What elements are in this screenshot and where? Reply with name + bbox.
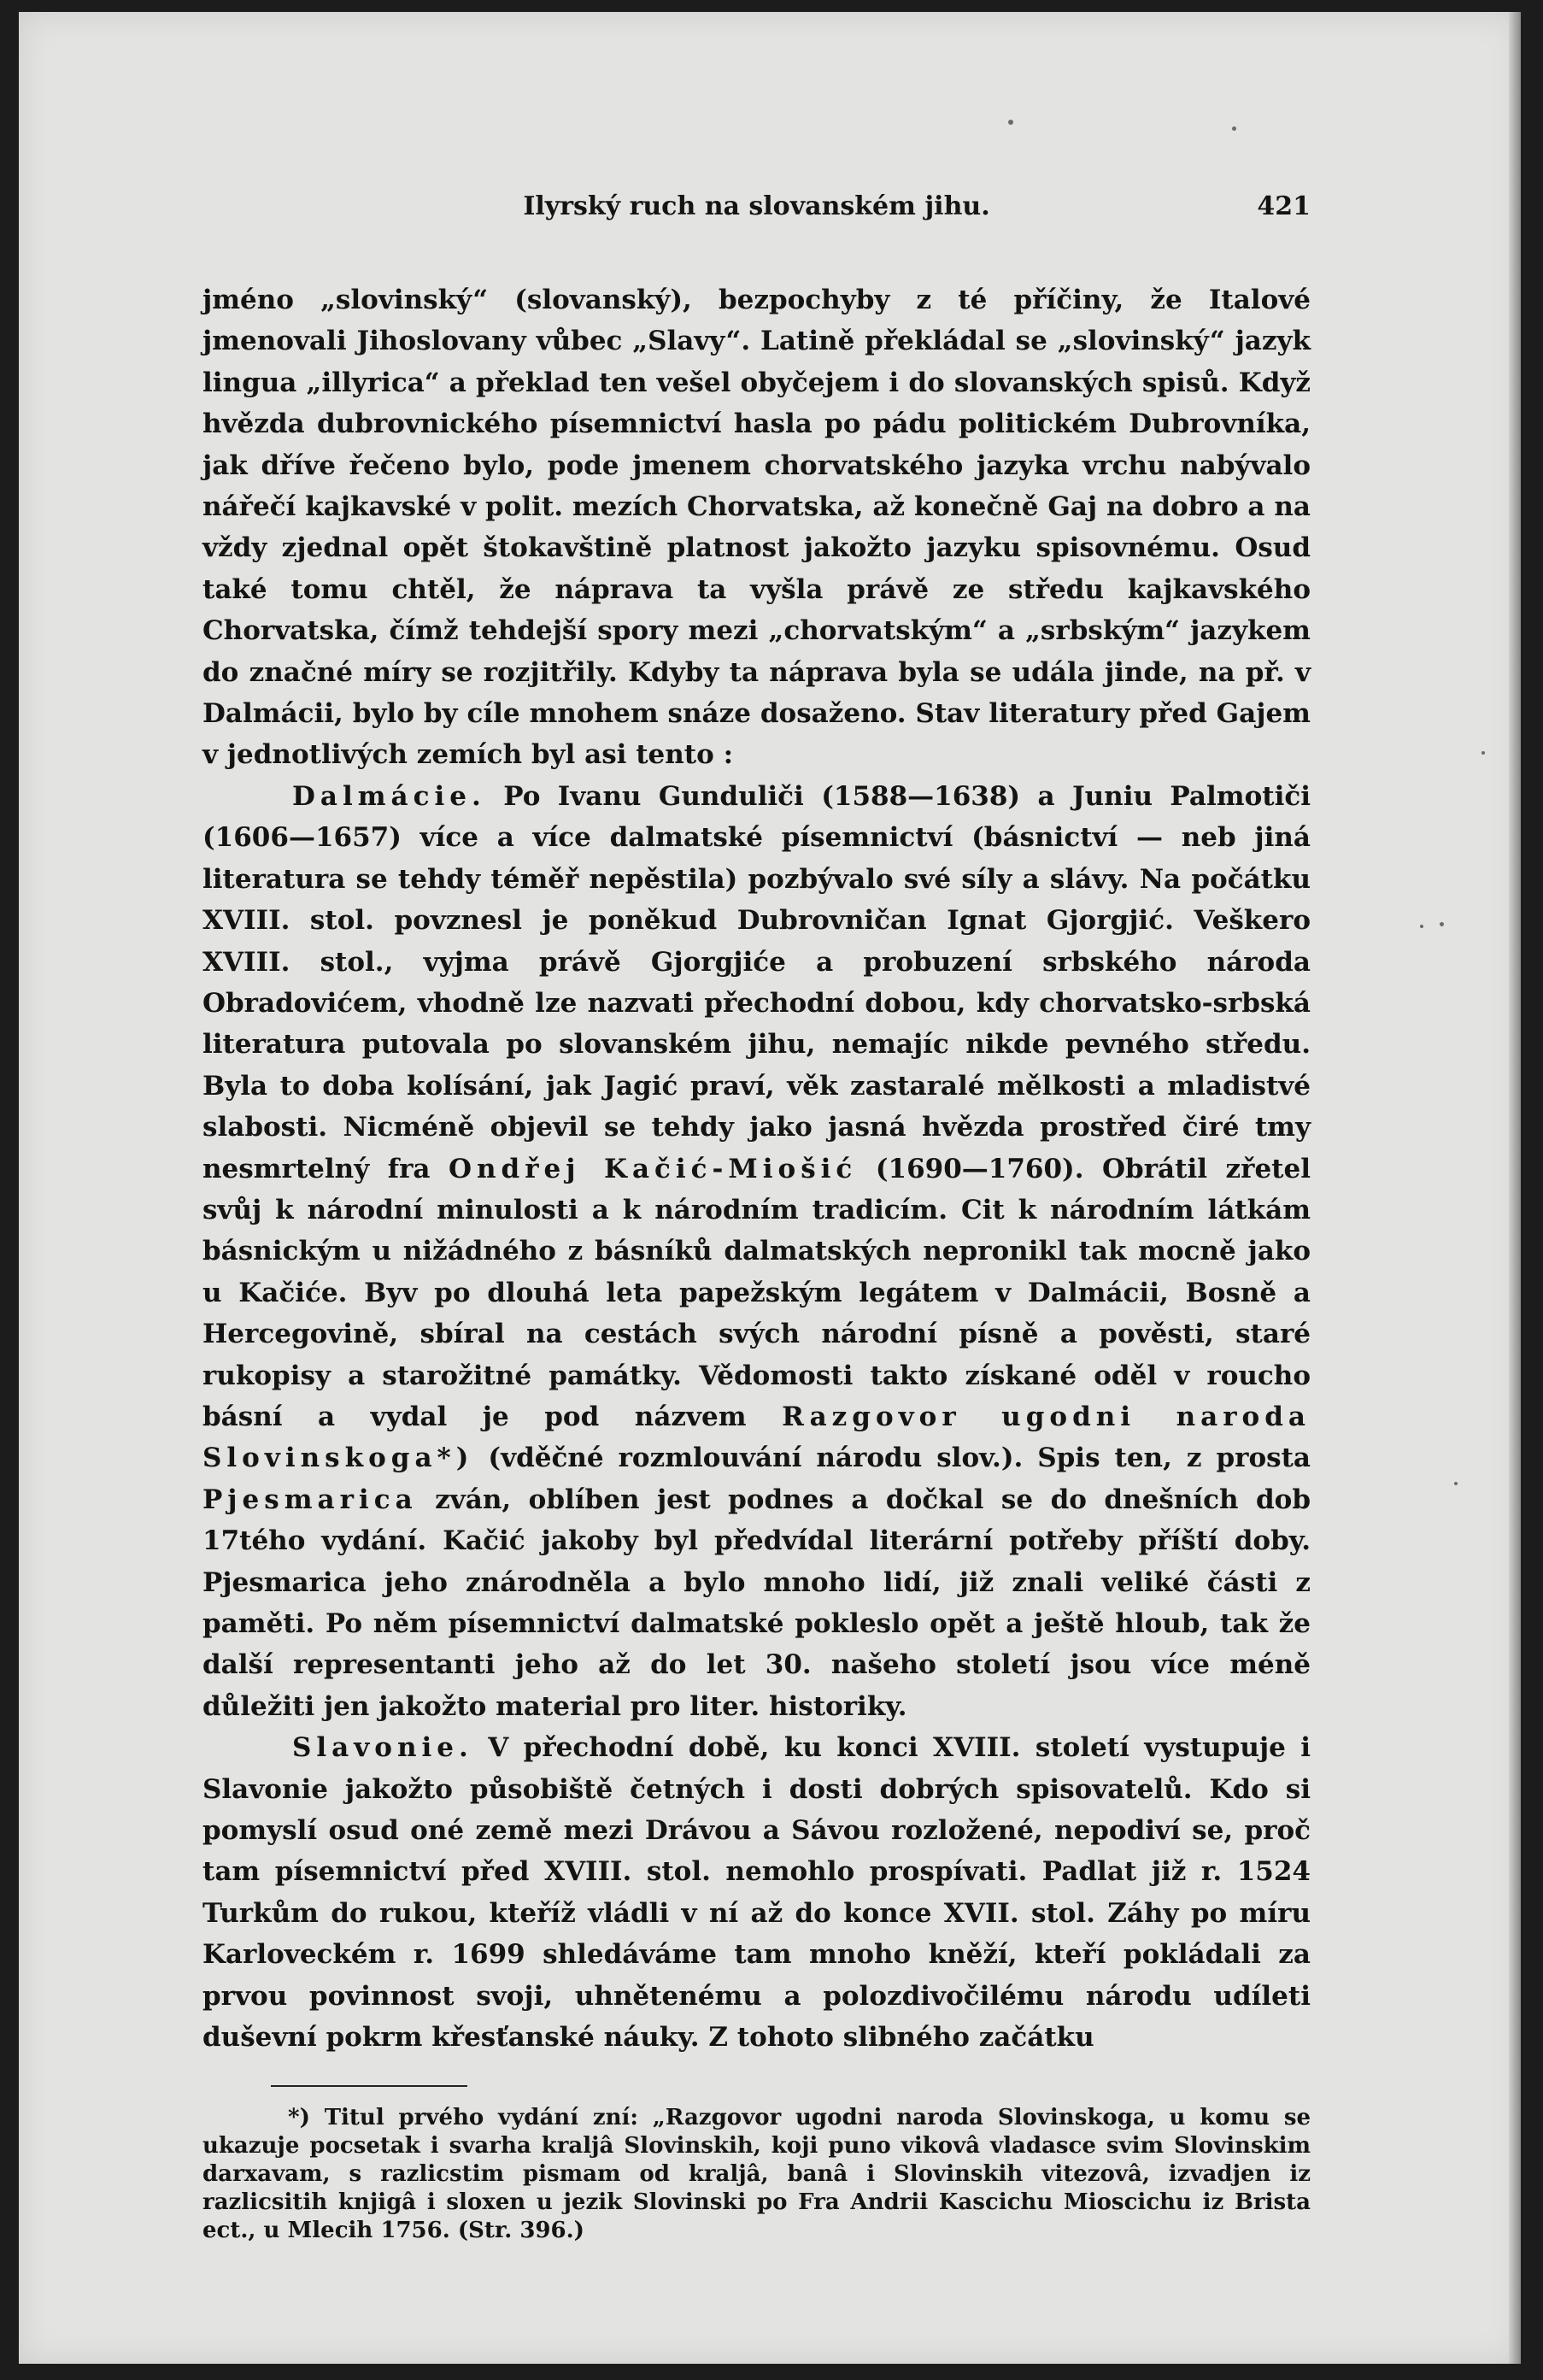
scan-speck (1481, 751, 1485, 755)
body-text (202, 279, 1311, 2058)
page-number: 421 (1257, 191, 1311, 221)
page-edge-shadow (1509, 12, 1521, 2364)
book-title-razgovor: Razgovor ugodni naroda Slovinskoga*) (202, 1401, 1311, 1474)
dalmacie-text-b: (1690—1760). Obrátil zřetel svůj k národní minulosti a k národním tradicím. Cit k národním látkám básnickým u nižádného z básníků dalmatských nepronikl tak mocně jako u Kačiće. Byv po dlouhá leta papežským legátem v Dalmácii, Bosně a Hercegovině, sbíral na cestách svých národní písně a pověsti, staré rukopisy a starožitné památky. Vědomosti takto získané oděl v roucho básní a vydal je pod názvem (202, 1153, 1311, 1432)
scan-speck (1454, 1482, 1458, 1485)
footnote (202, 2104, 1311, 2245)
scanned-page (19, 12, 1521, 2364)
dalmacie-text-d: zván, oblíben jest podnes a dočkal se do dnešních dob 17tého vydání. Kačić jakoby byl předvídal literární potřeby příští doby. Pjesmarica jeho znárodněla a bylo mnoho lidí, již znali veliké části z paměti. Po něm písemnictví dalmatské pokleslo opět a ještě hloub, tak že další representanti jeho až do let 30. našeho století jsou více méně důležiti jen jakožto material pro liter. historiky. (202, 1484, 1311, 1722)
slavonie-text: V přechodní době, ku konci XVIII. století vystupuje i Slavonie jakožto působiště četných i dosti dobrých spisovatelů. Kdo si pomyslí osud oné země mezi Drávou a Sávou rozložené, nepodiví se, proč tam písemnictví před XVIII. stol. nemohlo prospívati. Padlat již r. 1524 Turkům do rukou, kteříž vládli v ní až do konce XVII. stol. Záhy po míru Karloveckém r. 1699 shledáváme tam mnoho kněží, kteří pokládali za prvou povinnost svoji, uhnětenému a polozdivočilému národu udíleti duševní pokrm křesťanské náuky. Z tohoto slibného začátku (202, 1732, 1311, 2054)
paragraph-slavonie (202, 1727, 1311, 2058)
book-title-pjesmarica: Pjesmarica (202, 1484, 418, 1515)
running-head-title: Ilyrský ruch na slovanském jihu. (523, 191, 990, 221)
scan-speck (1232, 126, 1236, 131)
section-label-slavonie: Slavonie. (292, 1732, 473, 1764)
scan-speck (1440, 922, 1444, 926)
footnote-divider (271, 2085, 467, 2087)
paragraph-dalmacie (202, 776, 1311, 1727)
footnote-text: *) Titul prvého vydání zní: „Razgovor ugodni naroda Slovinskoga, u komu se ukazuje pocsetak i svarha kraljâ Slovinskih, koji puno vikovâ vladasce svim Slovinskim darxavam, s razlicstim pismam od kraljâ, banâ i Slovinskih vitezovâ, izvadjen iz razlicsitih knjigâ i sloxen u jezik Slovinski po Fra Andrii Kascichu Mioscichu iz Brista ect., u Mlecih 1756. (Str. 396.) (202, 2105, 1311, 2244)
scan-speck (1420, 925, 1423, 928)
author-name-kacic: Ondřej Kačić-Miošić (449, 1153, 858, 1184)
running-head (202, 191, 1311, 234)
scan-speck (1008, 120, 1013, 125)
paragraph-intro: jméno „slovinský“ (slovanský), bezpochyby z té příčiny, že Italové jmenovali Jihoslovany vůbec „Slavy“. Latině překládal se „slovinský“ jazyk lingua „illyrica“ a překlad ten vešel obyčejem i do slovanských spisů. Když hvězda dubrovnického písemnictví hasla po pádu politickém Dubrovníka, jak dříve řečeno bylo, pode jmenem chorvatského jazyka vrchu nabývalo nářečí kajkavské v polit. mezích Chorvatska, až konečně Gaj na dobro a na vždy zjednal opět štokavštině platnost jakožto jazyku spisovnému. Osud také tomu chtěl, že náprava ta vyšla právě ze středu kajkavského Chorvatska, čímž tehdejší spory mezi „chorvatským“ a „srbským“ jazykem do značné míry se rozjitřily. Kdyby ta náprava byla se udála jinde, na př. v Dalmácii, bylo by cíle mnohem snáze dosaženo. Stav literatury před Gajem v jednotlivých zemích byl asi tento : (202, 285, 1311, 771)
dalmacie-text-a: Po Ivanu Gunduliči (1588—1638) a Juniu Palmotiči (1606—1657) více a více dalmatské písemnictví (básnictví — neb jiná literatura se tehdy téměř nepěstila) pozbývalo své síly a slávy. Na počátku XVIII. stol. povznesl je poněkud Dubrovničan Ignat Gjorgjić. Veškero XVIII. stol., vyjma právě Gjorgjiće a probuzení srbského národa Obradovićem, vhodně lze nazvati přechodní dobou, kdy chorvatsko-srbská literatura putovala po slovanském jihu, nemajíc nikde pevného středu. Byla to doba kolísání, jak Jagić praví, věk zastaralé mělkosti a mladistvé slabosti. Nicméně objevil se tehdy jako jasná hvězda prostřed čiré tmy nesmrtelný fra (202, 780, 1311, 1184)
section-label-dalmacie: Dalmácie. (292, 780, 486, 812)
page-content (202, 191, 1311, 2245)
dalmacie-text-c: (vděčné rozmlouvání národu slov.). Spis ten, z prosta (488, 1443, 1311, 1474)
